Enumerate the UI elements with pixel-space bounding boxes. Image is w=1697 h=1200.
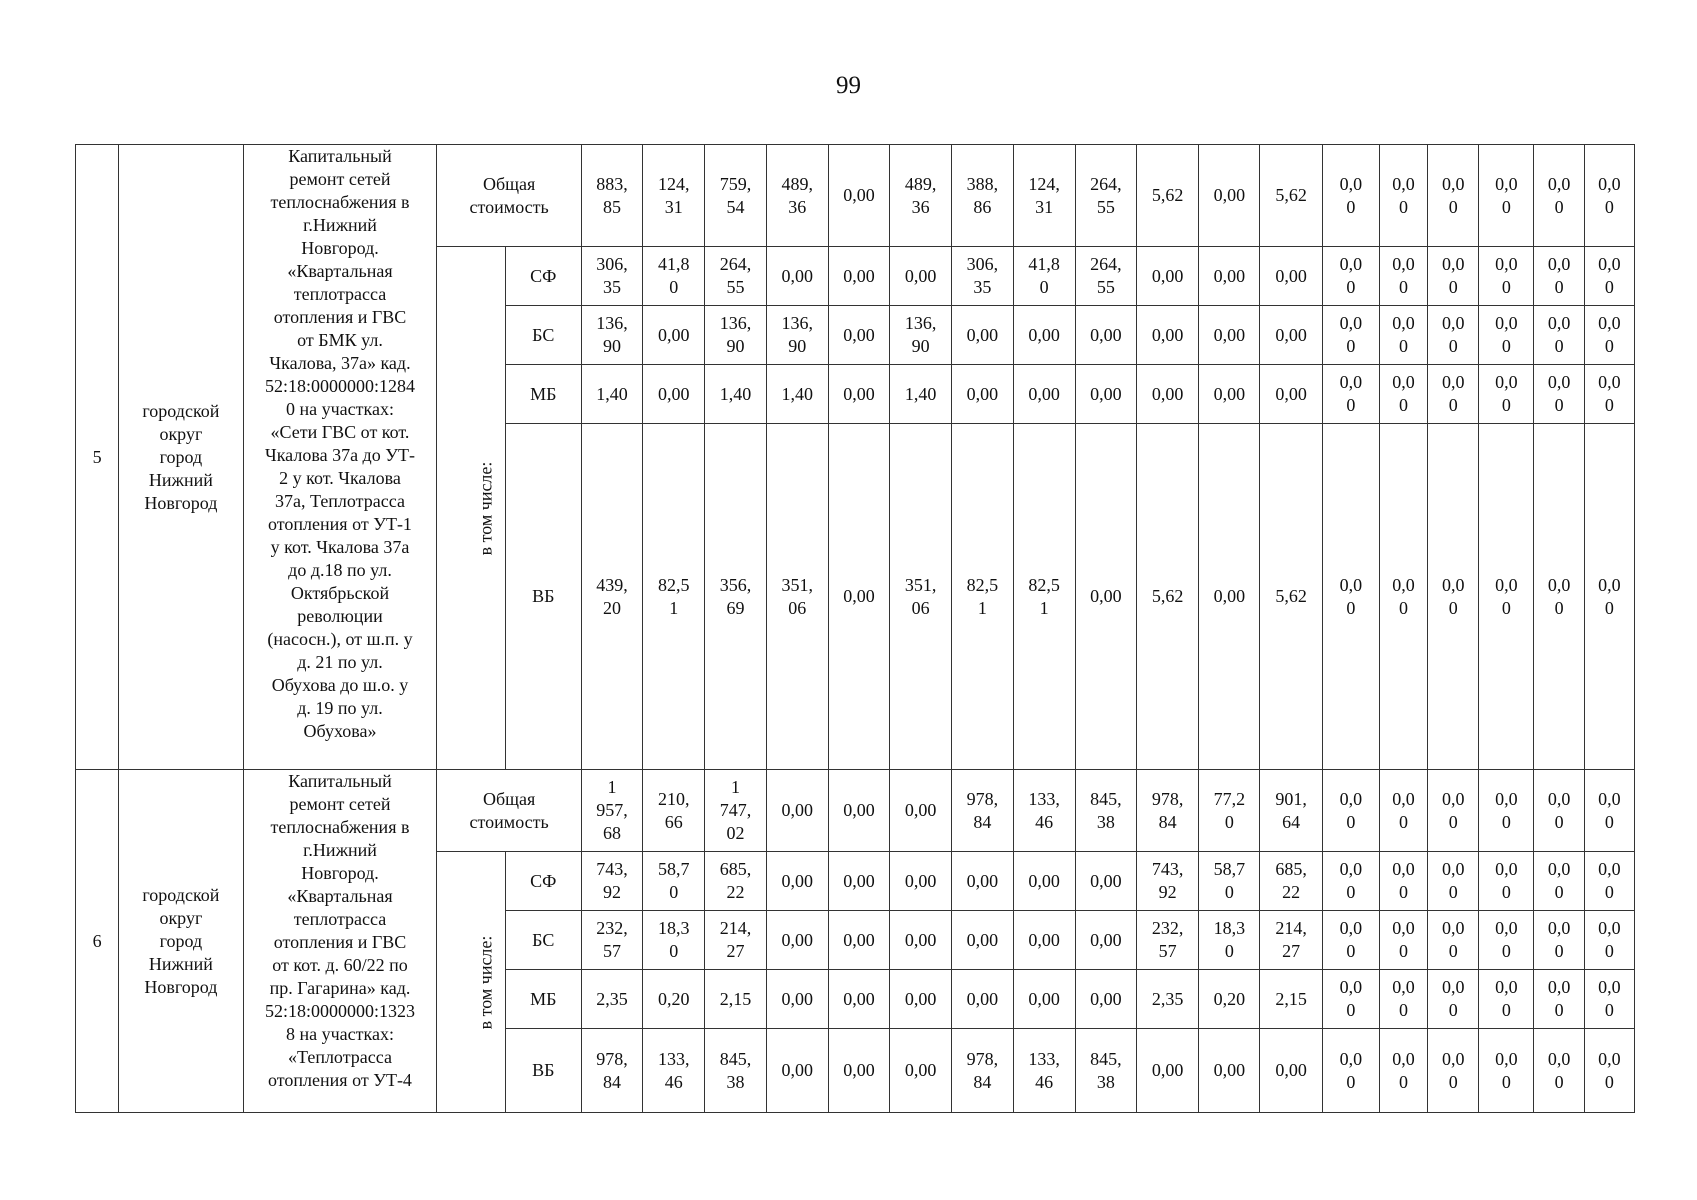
value-cell: 0,00 xyxy=(1199,306,1260,365)
value-cell: 388, 86 xyxy=(952,145,1013,247)
value-cell: 0,00 xyxy=(1013,365,1075,424)
value-cell: 82,5 1 xyxy=(643,424,705,770)
value-cell: 0,0 0 xyxy=(1428,911,1479,970)
value-cell: 0,00 xyxy=(766,770,828,852)
value-cell: 0,0 0 xyxy=(1322,424,1379,770)
value-cell: 41,8 0 xyxy=(1013,247,1075,306)
value-cell: 978, 84 xyxy=(1137,770,1199,852)
value-cell: 685, 22 xyxy=(1260,852,1322,911)
value-cell: 0,20 xyxy=(643,970,705,1029)
value-cell: 0,0 0 xyxy=(1479,424,1534,770)
value-cell: 0,0 0 xyxy=(1428,306,1479,365)
value-cell: 685, 22 xyxy=(705,852,766,911)
value-cell: 489, 36 xyxy=(890,145,952,247)
value-cell: 0,00 xyxy=(1075,424,1136,770)
value-cell: 0,00 xyxy=(766,1029,828,1113)
value-cell: 0,0 0 xyxy=(1534,365,1584,424)
value-cell: 133, 46 xyxy=(643,1029,705,1113)
value-cell: 489, 36 xyxy=(766,145,828,247)
value-cell: 743, 92 xyxy=(581,852,642,911)
value-cell: 1 957, 68 xyxy=(581,770,642,852)
value-cell: 0,00 xyxy=(1260,247,1322,306)
value-cell: 5,62 xyxy=(1260,145,1322,247)
row-number: 5 xyxy=(76,145,119,770)
value-cell: 0,00 xyxy=(828,247,889,306)
funding-source-label: ВБ xyxy=(505,1029,581,1113)
value-cell: 214, 27 xyxy=(705,911,766,970)
value-cell: 0,00 xyxy=(766,911,828,970)
value-cell: 264, 55 xyxy=(1075,247,1136,306)
value-cell: 1,40 xyxy=(890,365,952,424)
value-cell: 0,0 0 xyxy=(1322,770,1379,852)
total-cost-label: Общая стоимость xyxy=(437,145,582,247)
value-cell: 439, 20 xyxy=(581,424,642,770)
value-cell: 1,40 xyxy=(705,365,766,424)
value-cell: 77,2 0 xyxy=(1199,770,1260,852)
value-cell: 0,00 xyxy=(1075,365,1136,424)
value-cell: 264, 55 xyxy=(1075,145,1136,247)
value-cell: 124, 31 xyxy=(643,145,705,247)
value-cell: 0,0 0 xyxy=(1428,852,1479,911)
value-cell: 0,0 0 xyxy=(1584,770,1634,852)
value-cell: 0,0 0 xyxy=(1584,1029,1634,1113)
value-cell: 0,0 0 xyxy=(1428,424,1479,770)
value-cell: 0,0 0 xyxy=(1379,970,1427,1029)
value-cell: 0,0 0 xyxy=(1428,970,1479,1029)
value-cell: 0,0 0 xyxy=(1534,424,1584,770)
value-cell: 82,5 1 xyxy=(952,424,1013,770)
value-cell: 2,35 xyxy=(581,970,642,1029)
value-cell: 214, 27 xyxy=(1260,911,1322,970)
total-cost-label: Общая стоимость xyxy=(437,770,582,852)
value-cell: 0,0 0 xyxy=(1584,970,1634,1029)
value-cell: 0,0 0 xyxy=(1379,424,1427,770)
value-cell: 1,40 xyxy=(766,365,828,424)
funding-source-label: СФ xyxy=(505,852,581,911)
value-cell: 845, 38 xyxy=(1075,1029,1136,1113)
value-cell: 0,0 0 xyxy=(1584,306,1634,365)
value-cell: 0,00 xyxy=(828,424,889,770)
value-cell: 0,00 xyxy=(890,770,952,852)
value-cell: 0,00 xyxy=(890,1029,952,1113)
value-cell: 0,0 0 xyxy=(1322,911,1379,970)
value-cell: 5,62 xyxy=(1137,424,1199,770)
value-cell: 0,0 0 xyxy=(1379,911,1427,970)
funding-source-label: БС xyxy=(505,306,581,365)
value-cell: 356, 69 xyxy=(705,424,766,770)
value-cell: 0,00 xyxy=(828,365,889,424)
value-cell: 0,00 xyxy=(890,970,952,1029)
value-cell: 0,00 xyxy=(890,852,952,911)
value-cell: 136, 90 xyxy=(581,306,642,365)
value-cell: 0,0 0 xyxy=(1379,365,1427,424)
value-cell: 18,3 0 xyxy=(643,911,705,970)
region-cell: городской округ город Нижний Новгород xyxy=(119,145,243,770)
value-cell: 0,0 0 xyxy=(1584,424,1634,770)
value-cell: 232, 57 xyxy=(581,911,642,970)
value-cell: 0,0 0 xyxy=(1428,145,1479,247)
value-cell: 0,0 0 xyxy=(1322,365,1379,424)
value-cell: 0,00 xyxy=(1013,970,1075,1029)
value-cell: 0,0 0 xyxy=(1534,145,1584,247)
value-cell: 0,0 0 xyxy=(1428,1029,1479,1113)
value-cell: 351, 06 xyxy=(890,424,952,770)
value-cell: 0,00 xyxy=(828,145,889,247)
value-cell: 0,0 0 xyxy=(1479,365,1534,424)
including-label: в том числе: xyxy=(475,935,496,1029)
value-cell: 0,0 0 xyxy=(1479,852,1534,911)
value-cell: 18,3 0 xyxy=(1199,911,1260,970)
value-cell: 0,0 0 xyxy=(1322,970,1379,1029)
value-cell: 58,7 0 xyxy=(1199,852,1260,911)
value-cell: 901, 64 xyxy=(1260,770,1322,852)
value-cell: 0,0 0 xyxy=(1428,365,1479,424)
value-cell: 0,0 0 xyxy=(1534,770,1584,852)
value-cell: 0,00 xyxy=(828,770,889,852)
funding-source-label: СФ xyxy=(505,247,581,306)
value-cell: 845, 38 xyxy=(705,1029,766,1113)
including-label: в том числе: xyxy=(475,461,496,555)
value-cell: 0,0 0 xyxy=(1534,1029,1584,1113)
table-row xyxy=(76,770,1635,852)
funding-source-label: МБ xyxy=(505,970,581,1029)
value-cell: 0,00 xyxy=(890,247,952,306)
value-cell: 759, 54 xyxy=(705,145,766,247)
value-cell: 0,00 xyxy=(1137,247,1199,306)
value-cell: 133, 46 xyxy=(1013,1029,1075,1113)
value-cell: 0,00 xyxy=(1137,365,1199,424)
value-cell: 136, 90 xyxy=(890,306,952,365)
value-cell: 0,00 xyxy=(952,306,1013,365)
value-cell: 306, 35 xyxy=(581,247,642,306)
value-cell: 0,00 xyxy=(643,306,705,365)
value-cell: 136, 90 xyxy=(705,306,766,365)
value-cell: 0,0 0 xyxy=(1479,970,1534,1029)
value-cell: 136, 90 xyxy=(766,306,828,365)
value-cell: 2,15 xyxy=(1260,970,1322,1029)
value-cell: 1 747, 02 xyxy=(705,770,766,852)
value-cell: 743, 92 xyxy=(1137,852,1199,911)
value-cell: 0,0 0 xyxy=(1479,911,1534,970)
value-cell: 58,7 0 xyxy=(643,852,705,911)
value-cell: 0,00 xyxy=(1075,970,1136,1029)
value-cell: 0,00 xyxy=(1199,424,1260,770)
value-cell: 883, 85 xyxy=(581,145,642,247)
value-cell: 0,00 xyxy=(828,911,889,970)
value-cell: 0,00 xyxy=(766,852,828,911)
value-cell: 5,62 xyxy=(1260,424,1322,770)
value-cell: 2,15 xyxy=(705,970,766,1029)
funding-source-label: МБ xyxy=(505,365,581,424)
value-cell: 0,00 xyxy=(1260,306,1322,365)
value-cell: 0,00 xyxy=(1137,306,1199,365)
value-cell: 0,00 xyxy=(952,911,1013,970)
value-cell: 0,0 0 xyxy=(1428,770,1479,852)
value-cell: 0,0 0 xyxy=(1379,145,1427,247)
value-cell: 0,00 xyxy=(1013,306,1075,365)
value-cell: 0,0 0 xyxy=(1379,306,1427,365)
value-cell: 0,0 0 xyxy=(1379,247,1427,306)
value-cell: 0,0 0 xyxy=(1379,770,1427,852)
page-number: 99 xyxy=(836,72,861,99)
budget-table xyxy=(75,144,1635,1113)
value-cell: 5,62 xyxy=(1137,145,1199,247)
value-cell: 978, 84 xyxy=(581,1029,642,1113)
value-cell: 0,00 xyxy=(643,365,705,424)
value-cell: 845, 38 xyxy=(1075,770,1136,852)
value-cell: 0,0 0 xyxy=(1534,247,1584,306)
value-cell: 0,0 0 xyxy=(1534,911,1584,970)
value-cell: 0,00 xyxy=(952,852,1013,911)
value-cell: 124, 31 xyxy=(1013,145,1075,247)
value-cell: 0,00 xyxy=(1199,365,1260,424)
including-label-cell xyxy=(437,247,505,770)
value-cell: 0,0 0 xyxy=(1534,852,1584,911)
value-cell: 0,20 xyxy=(1199,970,1260,1029)
value-cell: 0,0 0 xyxy=(1322,1029,1379,1113)
value-cell: 232, 57 xyxy=(1137,911,1199,970)
project-description: Капитальный ремонт сетей теплоснабжения в г.Нижний Новгород. «Квартальная теплотрасса отопления и ГВС от БМК ул. Чкалова, 37а» кад. 52:18:0000000:1284 0 на участках: «Сети ГВС от кот. Чкалова 37а до УТ- 2 у кот. Чкалова 37а, Теплотрасса отопления от УТ-1 у кот. Чкалова 37а до д.18 по ул. Октябрьской революции (насосн.), от ш.п. у д. 21 по ул. Обухова до ш.о. у д. 19 по ул. Обухова» xyxy=(243,145,437,770)
value-cell: 0,00 xyxy=(766,247,828,306)
value-cell: 351, 06 xyxy=(766,424,828,770)
value-cell: 306, 35 xyxy=(952,247,1013,306)
value-cell: 0,00 xyxy=(1260,1029,1322,1113)
value-cell: 264, 55 xyxy=(705,247,766,306)
value-cell: 0,00 xyxy=(828,306,889,365)
value-cell: 0,0 0 xyxy=(1428,247,1479,306)
value-cell: 0,00 xyxy=(1075,852,1136,911)
row-number: 6 xyxy=(76,770,119,1113)
value-cell: 0,00 xyxy=(828,1029,889,1113)
value-cell: 0,00 xyxy=(1199,247,1260,306)
value-cell: 133, 46 xyxy=(1013,770,1075,852)
funding-source-label: БС xyxy=(505,911,581,970)
funding-source-label: ВБ xyxy=(505,424,581,770)
value-cell: 0,0 0 xyxy=(1584,852,1634,911)
value-cell: 0,0 0 xyxy=(1479,770,1534,852)
value-cell: 2,35 xyxy=(1137,970,1199,1029)
including-label-cell xyxy=(437,852,505,1113)
value-cell: 0,0 0 xyxy=(1534,306,1584,365)
project-description: Капитальный ремонт сетей теплоснабжения в г.Нижний Новгород. «Квартальная теплотрасса отопления и ГВС от кот. д. 60/22 по пр. Гагарина» кад. 52:18:0000000:1323 8 на участках: «Теплотрасса отопления от УТ-4 xyxy=(243,770,437,1113)
value-cell: 0,0 0 xyxy=(1479,1029,1534,1113)
value-cell: 0,00 xyxy=(1013,911,1075,970)
value-cell: 0,0 0 xyxy=(1584,247,1634,306)
value-cell: 0,0 0 xyxy=(1534,970,1584,1029)
value-cell: 0,0 0 xyxy=(1322,306,1379,365)
value-cell: 0,0 0 xyxy=(1584,911,1634,970)
value-cell: 0,00 xyxy=(1075,911,1136,970)
value-cell: 0,0 0 xyxy=(1479,145,1534,247)
region-cell: городской округ город Нижний Новгород xyxy=(119,770,243,1113)
value-cell: 0,0 0 xyxy=(1584,145,1634,247)
value-cell: 0,00 xyxy=(952,365,1013,424)
value-cell: 0,00 xyxy=(1260,365,1322,424)
value-cell: 978, 84 xyxy=(952,1029,1013,1113)
value-cell: 82,5 1 xyxy=(1013,424,1075,770)
value-cell: 0,00 xyxy=(766,970,828,1029)
value-cell: 41,8 0 xyxy=(643,247,705,306)
value-cell: 0,00 xyxy=(952,970,1013,1029)
value-cell: 0,0 0 xyxy=(1479,306,1534,365)
value-cell: 0,00 xyxy=(1199,145,1260,247)
value-cell: 0,0 0 xyxy=(1322,247,1379,306)
value-cell: 0,0 0 xyxy=(1322,852,1379,911)
value-cell: 210, 66 xyxy=(643,770,705,852)
value-cell: 0,00 xyxy=(1075,306,1136,365)
value-cell: 0,0 0 xyxy=(1322,145,1379,247)
value-cell: 0,0 0 xyxy=(1479,247,1534,306)
value-cell: 0,00 xyxy=(1137,1029,1199,1113)
value-cell: 0,00 xyxy=(1013,852,1075,911)
value-cell: 0,00 xyxy=(828,852,889,911)
value-cell: 0,00 xyxy=(890,911,952,970)
value-cell: 0,0 0 xyxy=(1584,365,1634,424)
table-row xyxy=(76,145,1635,247)
value-cell: 1,40 xyxy=(581,365,642,424)
value-cell: 0,0 0 xyxy=(1379,852,1427,911)
value-cell: 0,00 xyxy=(828,970,889,1029)
value-cell: 0,0 0 xyxy=(1379,1029,1427,1113)
value-cell: 978, 84 xyxy=(952,770,1013,852)
value-cell: 0,00 xyxy=(1199,1029,1260,1113)
